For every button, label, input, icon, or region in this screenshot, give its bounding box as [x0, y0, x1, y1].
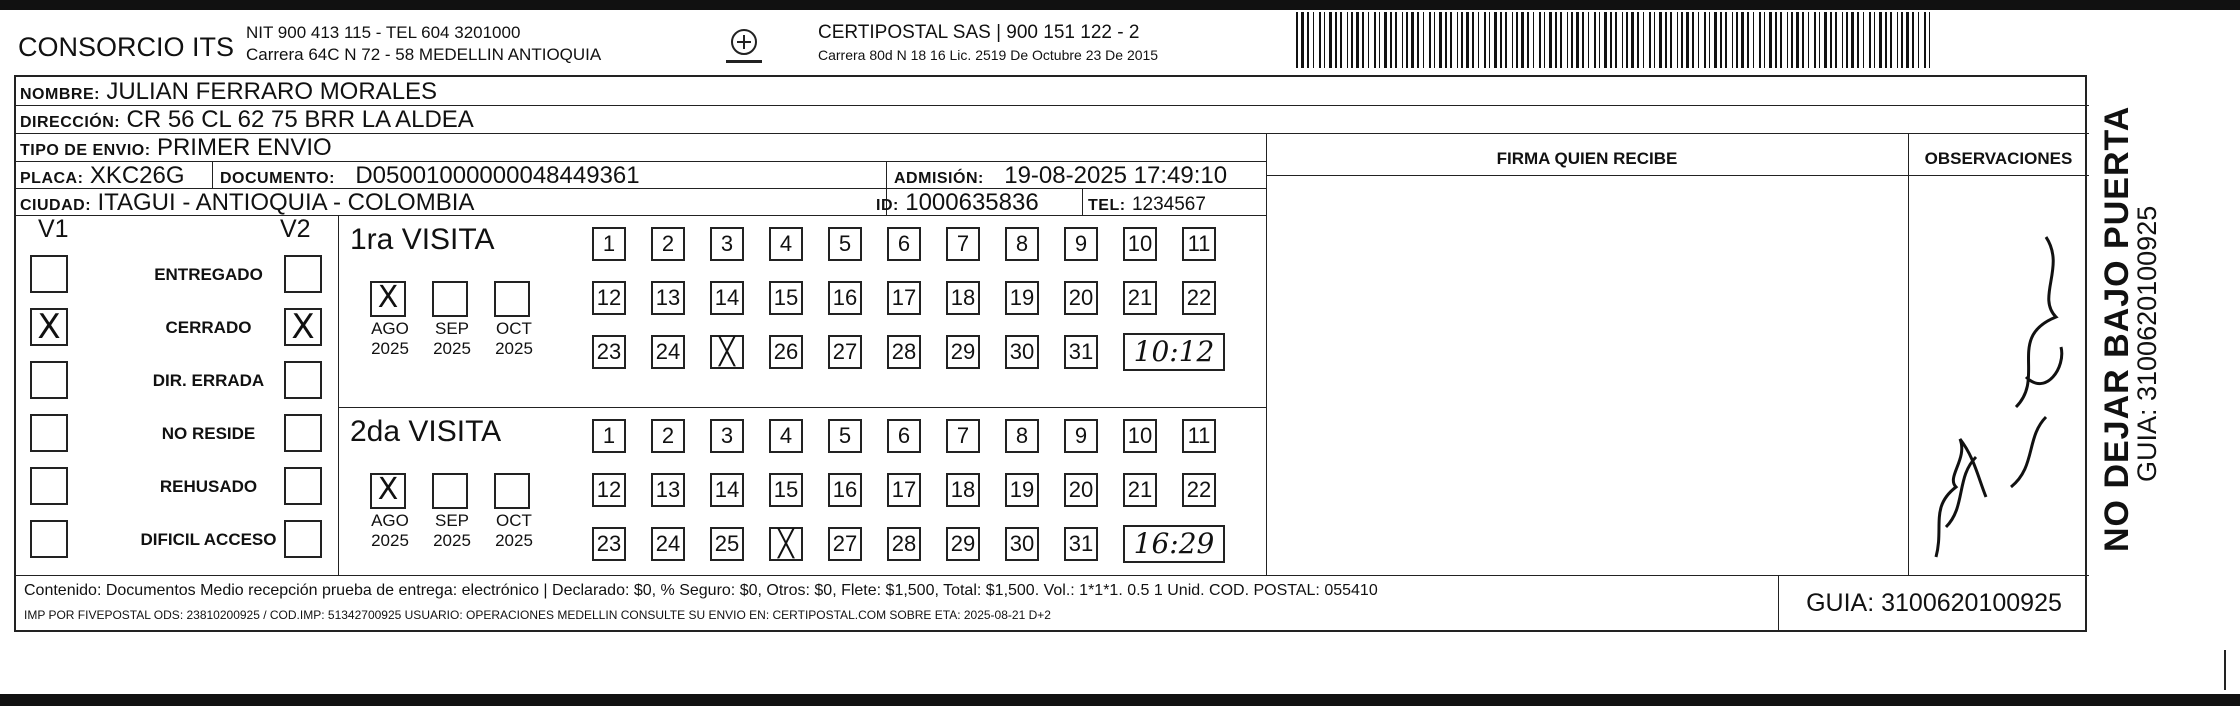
footer-content: Contenido: Documentos Medio recepción prueba de entrega: electrónico | Declarado: $0, % Seguro: $0, Otros: $0, Flete: $1,500, Total: $1,500. Vol.: 1*1*1. 0.5 1 Unid. COD. POSTAL: 055410: [24, 582, 1378, 599]
status-label: ENTREGADO: [154, 265, 263, 284]
day-box[interactable]: 18: [946, 473, 980, 507]
barcode-bar: [1560, 12, 1562, 68]
day-box[interactable]: 12: [592, 281, 626, 315]
day-box[interactable]: 9: [1064, 419, 1098, 453]
barcode-bar: [1324, 12, 1325, 68]
barcode-bar: [1307, 12, 1309, 68]
day-box[interactable]: 7: [946, 419, 980, 453]
barcode-bar: [1335, 12, 1337, 68]
barcode-bar: [1780, 12, 1782, 68]
barcode-bar: [1874, 12, 1875, 68]
day-box[interactable]: 3: [710, 227, 744, 261]
barcode-bar: [1863, 12, 1864, 68]
barcode-bar: [1851, 12, 1854, 68]
id-value: 1000635836: [905, 189, 1039, 216]
direccion-row: [20, 106, 474, 134]
firma-header: FIRMA QUIEN RECIBE: [1496, 149, 1678, 168]
barcode-bar: [1500, 12, 1502, 68]
barcode-bar: [1384, 12, 1387, 68]
barcode-bar: [1787, 12, 1788, 68]
observaciones-header: OBSERVACIONES: [1924, 149, 2073, 168]
admision-label: ADMISIÓN:: [894, 170, 984, 187]
barcode-bar: [1814, 12, 1816, 68]
barcode-bar: [1698, 12, 1699, 68]
courier-address: Carrera 80d N 18 16 Lic. 2519 De Octubre 23 De 2015: [818, 47, 1159, 63]
day-box[interactable]: 28: [887, 527, 921, 561]
barcode-bar: [1704, 12, 1706, 68]
month-label: [484, 511, 544, 551]
barcode-bar: [1906, 12, 1909, 68]
barcode-bar: [1296, 12, 1298, 68]
barcode-bar: [1411, 12, 1414, 68]
day-box[interactable]: 23: [592, 527, 626, 561]
barcode-bar: [1924, 12, 1926, 68]
handwritten-signature: [1916, 227, 2096, 567]
month-year: 2025: [433, 531, 471, 550]
barcode-bar: [1869, 12, 1871, 68]
day-box[interactable]: 8: [1005, 227, 1039, 261]
barcode-bar: [1351, 12, 1353, 68]
month-checkbox[interactable]: [494, 473, 530, 509]
tipo-envio-row: [20, 134, 332, 162]
visit-time: 10:12: [1123, 333, 1225, 371]
barcode-bar: [1478, 12, 1479, 68]
barcode-bar: [1395, 12, 1397, 68]
month-year: 2025: [371, 531, 409, 550]
barcode-bar: [1461, 12, 1463, 68]
barcode-bar: [1576, 12, 1579, 68]
month-label: [484, 319, 544, 359]
id-row: [876, 189, 1039, 217]
barcode-bar: [1588, 12, 1589, 68]
nombre-row: [20, 78, 437, 106]
barcode-bar: [1615, 12, 1617, 68]
barcode-bar: [1489, 12, 1490, 68]
company-nit: NIT 900 413 115 - TEL 604 3201000: [246, 23, 521, 42]
v2-header: V2: [280, 215, 311, 243]
month-year: 2025: [495, 531, 533, 550]
barcode-bar: [1484, 12, 1486, 68]
barcode-bar: [1819, 12, 1820, 68]
v2-checkbox[interactable]: X: [284, 308, 322, 346]
barcode-bar: [1567, 12, 1568, 68]
placa-value: XKC26G: [89, 162, 185, 189]
day-box[interactable]: 30: [1005, 335, 1039, 369]
barcode-bar: [1406, 12, 1408, 68]
barcode-bar: [1313, 12, 1314, 68]
barcode-bar: [1802, 12, 1804, 68]
day-box[interactable]: 27: [828, 527, 862, 561]
company-address: Carrera 64C N 72 - 58 MEDELLIN ANTIOQUIA: [246, 45, 602, 64]
placa-row: [20, 162, 185, 190]
day-box[interactable]: 2: [651, 419, 685, 453]
day-box[interactable]: 28: [887, 335, 921, 369]
top-border: [0, 0, 2240, 10]
barcode-bar: [1835, 12, 1837, 68]
day-box[interactable]: 2: [651, 227, 685, 261]
barcode-bar: [1890, 12, 1892, 68]
barcode-bar: [1402, 12, 1403, 68]
barcode-bar: [1759, 12, 1761, 68]
barcode-bar: [1692, 12, 1694, 68]
day-box[interactable]: 4: [769, 227, 803, 261]
barcode-bar: [1512, 12, 1513, 68]
tel-label: TEL:: [1088, 197, 1126, 214]
barcode-bar: [1626, 12, 1628, 68]
barcode-bar: [1649, 12, 1651, 68]
day-box[interactable]: 9: [1064, 227, 1098, 261]
placa-label: PLACA:: [20, 170, 84, 187]
day-box[interactable]: 21: [1123, 281, 1157, 315]
barcode-bar: [1582, 12, 1584, 68]
month-year: 2025: [371, 339, 409, 358]
day-box[interactable]: 11: [1182, 227, 1216, 261]
barcode-bar: [1796, 12, 1799, 68]
v2-checkbox[interactable]: [284, 467, 322, 505]
barcode-bar: [1654, 12, 1655, 68]
direccion-value: CR 56 CL 62 75 BRR LA ALDEA: [126, 106, 474, 133]
barcode-bar: [1301, 12, 1304, 68]
month-name: SEP: [434, 319, 470, 338]
barcode-bar: [1423, 12, 1424, 68]
barcode-bar: [1417, 12, 1419, 68]
side-guia: GUIA: 3100620100925: [2132, 205, 2162, 482]
v1-header: V1: [38, 215, 69, 243]
barcode-bar: [1374, 12, 1376, 68]
day-box[interactable]: 20: [1064, 281, 1098, 315]
barcode-bar: [1637, 12, 1639, 68]
ciudad-value: ITAGUI - ANTIOQUIA - COLOMBIA: [97, 189, 475, 216]
month-year: 2025: [433, 339, 471, 358]
bottom-border: [0, 694, 2240, 706]
day-box[interactable]: 16: [828, 473, 862, 507]
v2-checkbox[interactable]: [284, 255, 322, 293]
day-box[interactable]: 26: [769, 335, 803, 369]
barcode-bar: [1544, 12, 1545, 68]
barcode-bar: [1362, 12, 1364, 68]
month-checkbox[interactable]: X: [370, 473, 406, 509]
barcode-bar: [1610, 12, 1612, 68]
v1-checkbox[interactable]: [30, 255, 68, 293]
day-box[interactable]: 5: [828, 227, 862, 261]
day-box[interactable]: 20: [1064, 473, 1098, 507]
day-box[interactable]: 18: [946, 281, 980, 315]
day-box[interactable]: 17: [887, 473, 921, 507]
day-box[interactable]: 11: [1182, 419, 1216, 453]
status-label: DIFICIL ACCESO: [140, 530, 277, 549]
barcode-bar: [1571, 12, 1573, 68]
barcode-bar: [1604, 12, 1607, 68]
day-box[interactable]: 4: [769, 419, 803, 453]
barcode-bar: [1918, 12, 1919, 68]
month-label: [360, 319, 420, 359]
day-box[interactable]: 10: [1123, 419, 1157, 453]
month-checkbox[interactable]: [432, 281, 468, 317]
ciudad-row: [20, 189, 474, 217]
barcode-bar: [1732, 12, 1733, 68]
tel-row: [1088, 189, 1206, 216]
barcode-bar: [1356, 12, 1359, 68]
barcode-bar: [1824, 12, 1827, 68]
barcode-bar: [1677, 12, 1678, 68]
tel-value: 1234567: [1131, 194, 1206, 215]
direccion-label: DIRECCIÓN:: [20, 114, 121, 131]
barcode-bar: [1521, 12, 1524, 68]
barcode-bar: [1775, 12, 1777, 68]
day-box[interactable]: 19: [1005, 281, 1039, 315]
barcode-bar: [1631, 12, 1634, 68]
barcode-bar: [1390, 12, 1392, 68]
day-box[interactable]: 24: [651, 335, 685, 369]
barcode-bar: [1720, 12, 1722, 68]
barcode-bar: [1450, 12, 1452, 68]
barcode-bar: [1466, 12, 1469, 68]
day-box[interactable]: 15: [769, 473, 803, 507]
month-name: SEP: [434, 511, 470, 530]
visit-title: 1ra VISITA: [350, 223, 495, 256]
barcode-bar: [1753, 12, 1754, 68]
courier-nit: CERTIPOSTAL SAS | 900 151 122 - 2: [818, 22, 1140, 43]
barcode-bar: [1505, 12, 1507, 68]
status-label: CERRADO: [165, 318, 252, 337]
month-label: [422, 511, 482, 551]
day-box[interactable]: 22: [1182, 473, 1216, 507]
month-name: OCT: [496, 511, 532, 530]
courier-info: [818, 22, 1158, 66]
nombre-label: NOMBRE:: [20, 86, 100, 103]
day-box[interactable]: 22: [1182, 281, 1216, 315]
barcode-bar: [1670, 12, 1672, 68]
day-box[interactable]: 14: [710, 281, 744, 315]
barcode-bar: [1379, 12, 1380, 68]
day-box[interactable]: 19: [1005, 473, 1039, 507]
v2-checkbox[interactable]: [284, 361, 322, 399]
barcode-bar: [1527, 12, 1529, 68]
company-name: CONSORCIO ITS: [18, 32, 235, 62]
side-warning: NO DEJAR BAJO PUERTA: [2098, 105, 2136, 552]
barcode-bar: [1429, 12, 1431, 68]
v1-checkbox[interactable]: [30, 361, 68, 399]
day-box[interactable]: 1: [592, 419, 626, 453]
barcode-bar: [1622, 12, 1623, 68]
barcode-bar: [1769, 12, 1772, 68]
visit-title: 2da VISITA: [350, 415, 502, 448]
v1-checkbox[interactable]: [30, 414, 68, 452]
day-box[interactable]: 5: [828, 419, 862, 453]
barcode-bar: [1599, 12, 1600, 68]
month-checkbox[interactable]: X: [370, 281, 406, 317]
ciudad-label: CIUDAD:: [20, 197, 92, 214]
day-box[interactable]: 15: [769, 281, 803, 315]
day-box[interactable]: 14: [710, 473, 744, 507]
day-box[interactable]: 6: [887, 227, 921, 261]
v2-checkbox[interactable]: [284, 520, 322, 558]
barcode-bar: [1439, 12, 1442, 68]
v1-checkbox[interactable]: X: [30, 308, 68, 346]
day-box[interactable]: 31: [1064, 527, 1098, 561]
month-name: OCT: [496, 319, 532, 338]
barcode-bar: [1681, 12, 1683, 68]
certipostal-logo-icon: [722, 24, 766, 68]
day-box[interactable]: 16: [828, 281, 862, 315]
day-box[interactable]: 31: [1064, 335, 1098, 369]
barcode-bar: [1764, 12, 1765, 68]
day-box[interactable]: 29: [946, 335, 980, 369]
barcode-bar: [1643, 12, 1644, 68]
barcode-bar: [1929, 12, 1930, 68]
day-box[interactable]: 27: [828, 335, 862, 369]
barcode-bar: [1494, 12, 1497, 68]
month-label: [360, 511, 420, 551]
barcode-bar: [1539, 12, 1541, 68]
barcode-bar: [1725, 12, 1727, 68]
day-box[interactable]: 1: [592, 227, 626, 261]
barcode-bar: [1885, 12, 1887, 68]
month-checkbox[interactable]: [432, 473, 468, 509]
company-info: [246, 22, 601, 66]
barcode: [1296, 12, 1936, 68]
barcode-bar: [1879, 12, 1882, 68]
nombre-value: JULIAN FERRARO MORALES: [106, 78, 438, 105]
month-name: AGO: [371, 319, 409, 338]
admision-value: 19-08-2025 17:49:10: [1004, 162, 1228, 189]
barcode-bar: [1846, 12, 1848, 68]
day-box[interactable]: 13: [651, 473, 685, 507]
barcode-bar: [1549, 12, 1552, 68]
day-box[interactable]: 17: [887, 281, 921, 315]
v2-checkbox[interactable]: [284, 414, 322, 452]
day-box[interactable]: 25: [710, 527, 744, 561]
barcode-bar: [1736, 12, 1738, 68]
barcode-bar: [1472, 12, 1474, 68]
day-box[interactable]: 29: [946, 527, 980, 561]
month-year: 2025: [495, 339, 533, 358]
barcode-bar: [1555, 12, 1557, 68]
tipo-envio-label: TIPO DE ENVIO:: [20, 142, 151, 159]
day-box[interactable]: ╳: [769, 527, 803, 561]
barcode-bar: [1347, 12, 1348, 68]
barcode-bar: [1709, 12, 1710, 68]
barcode-bar: [1516, 12, 1518, 68]
status-label: REHUSADO: [159, 477, 258, 496]
day-box[interactable]: 8: [1005, 419, 1039, 453]
day-box[interactable]: 30: [1005, 527, 1039, 561]
barcode-bar: [1747, 12, 1749, 68]
barcode-bar: [1912, 12, 1914, 68]
day-box[interactable]: 6: [887, 419, 921, 453]
day-box[interactable]: 12: [592, 473, 626, 507]
barcode-bar: [1897, 12, 1898, 68]
day-box[interactable]: ╳: [710, 335, 744, 369]
v1-checkbox[interactable]: [30, 467, 68, 505]
day-box[interactable]: 10: [1123, 227, 1157, 261]
delivery-form: [14, 75, 2087, 632]
barcode-bar: [1457, 12, 1458, 68]
day-box[interactable]: 24: [651, 527, 685, 561]
day-box[interactable]: 23: [592, 335, 626, 369]
barcode-bar: [1830, 12, 1832, 68]
guia-number: GUIA: 3100620100925: [1778, 575, 2089, 632]
barcode-bar: [1686, 12, 1689, 68]
barcode-bar: [1901, 12, 1903, 68]
v1-checkbox[interactable]: [30, 520, 68, 558]
barcode-bar: [1842, 12, 1843, 68]
barcode-bar: [1319, 12, 1321, 68]
barcode-bar: [1434, 12, 1435, 68]
documento-value: D05001000000048449361: [355, 162, 640, 189]
month-checkbox[interactable]: [494, 281, 530, 317]
barcode-bar: [1659, 12, 1662, 68]
barcode-bar: [1594, 12, 1596, 68]
barcode-bar: [1368, 12, 1369, 68]
month-label: [422, 319, 482, 359]
barcode-bar: [1714, 12, 1717, 68]
barcode-bar: [1741, 12, 1744, 68]
barcode-bar: [1533, 12, 1534, 68]
tipo-envio-value: PRIMER ENVIO: [156, 134, 332, 161]
barcode-bar: [1791, 12, 1793, 68]
status-label: NO RESIDE: [161, 424, 256, 443]
barcode-bar: [1665, 12, 1667, 68]
visit-time: 16:29: [1123, 525, 1225, 563]
status-label: DIR. ERRADA: [152, 371, 265, 390]
day-box[interactable]: 7: [946, 227, 980, 261]
footer-print-info: IMP POR FIVEPOSTAL ODS: 23810200925 / COD.IMP: 51342700925 USUARIO: OPERACIONES MEDELLIN CONSULTE SU ENVIO EN: CERTIPOSTAL.COM SOBRE ETA: 2025-08-21 D+2: [24, 608, 1051, 622]
admision-row: [894, 162, 1227, 190]
day-box[interactable]: 3: [710, 419, 744, 453]
day-box[interactable]: 13: [651, 281, 685, 315]
barcode-bar: [1340, 12, 1342, 68]
barcode-bar: [1808, 12, 1809, 68]
barcode-bar: [1445, 12, 1447, 68]
id-label: ID:: [876, 197, 899, 214]
edge-mark: [2224, 650, 2226, 690]
month-name: AGO: [371, 511, 409, 530]
day-box[interactable]: 21: [1123, 473, 1157, 507]
barcode-bar: [1857, 12, 1859, 68]
documento-label: DOCUMENTO:: [220, 170, 335, 187]
barcode-bar: [1329, 12, 1332, 68]
documento-row: [220, 162, 640, 190]
